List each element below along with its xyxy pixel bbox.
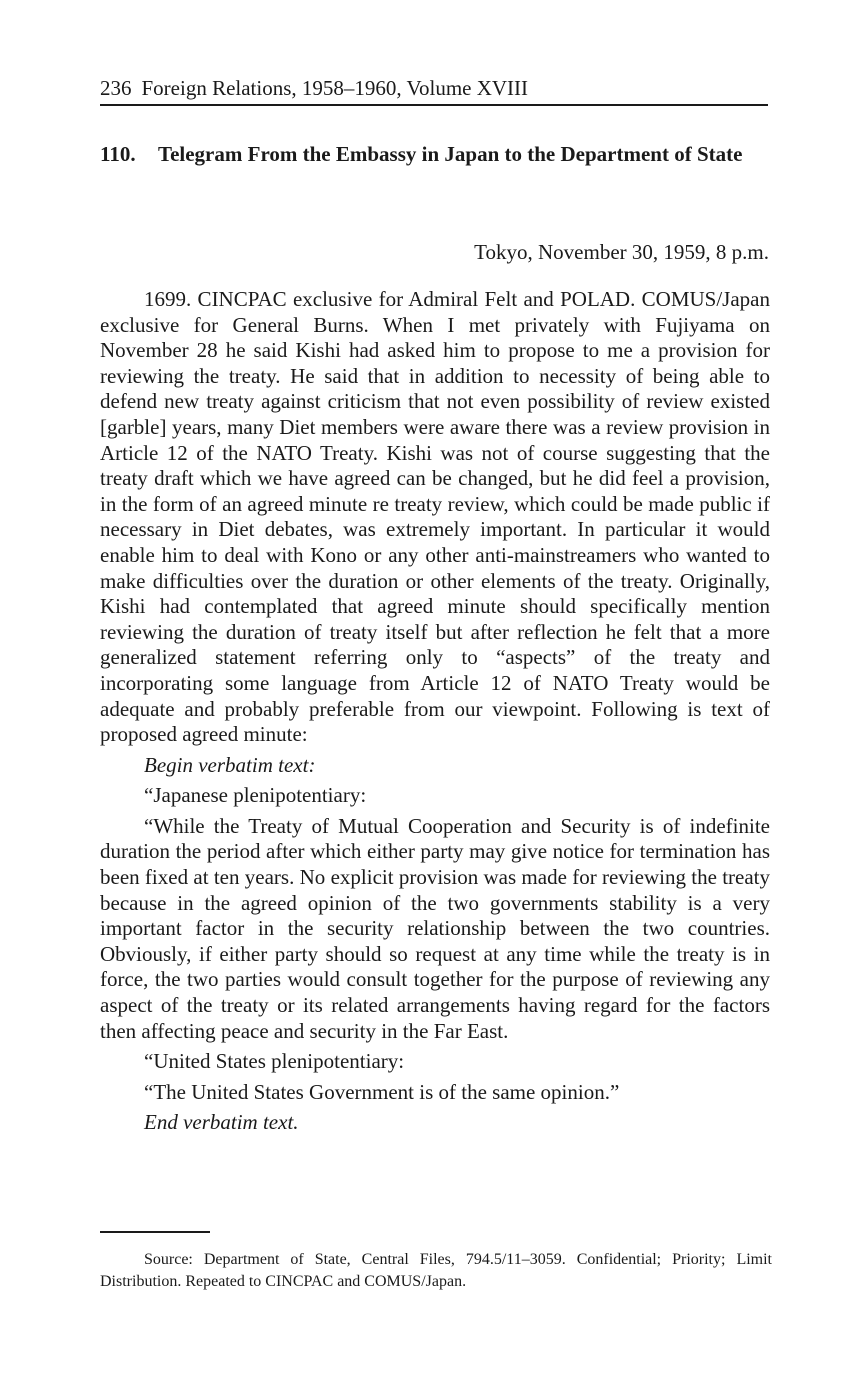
running-header [100,74,768,106]
page-number: 236 [100,76,132,100]
begin-verbatim-label: Begin verbatim text: [144,752,316,777]
footnote-divider [100,1231,210,1233]
us-plenipotentiary-label: “United States plenipotentiary: [144,1049,405,1074]
dateline: Tokyo, November 30, 1959, 8 p.m. [474,240,769,264]
document-heading [100,141,768,167]
running-title: Foreign Relations, 1958–1960, Volume XVIII [141,76,529,100]
end-verbatim-label: End verbatim text. [144,1110,299,1135]
document-title: Telegram From the Embassy in Japan to the Department of State [158,142,743,166]
document-number: 110. [100,142,136,166]
japanese-plenipotentiary-label: “Japanese plenipotentiary: [144,783,367,808]
telegram-body [100,287,770,1136]
us-response-text: “The United States Government is of the same opinion.” [144,1079,620,1104]
source-footnote [100,1249,772,1293]
agreed-minute-text: “While the Treaty of Mutual Cooperation and Security is of indefinite duration the period after which either party may give notice for termination has been fixed at ten years. No explicit provision was made for reviewing the treaty because in the agreed opinion of the two governments stability is a very important factor in the security relationship between the two countries. Obviously, if either party should so request at any time while the treaty is in force, the two parties would consult together for the purpose of reviewing any aspect of the treaty or its related arrangements having regard for the factors then affecting peace and security in the Far East. [100,813,770,1043]
body-paragraph: 1699. CINCPAC exclusive for Admiral Felt and POLAD. COMUS/Japan exclusive for General Burns. When I met privately with Fujiyama on November 28 he said Kishi had asked him to propose to me a provision for reviewing the treaty. He said that in addition to necessity of being able to defend new treaty against criticism that not even possibility of review existed [garble] years, many Diet members were aware there was a review provision in Article 12 of the NATO Treaty. Kishi was not of course suggesting that the treaty draft which we have agreed can be changed, but he did feel a provision, in the form of an agreed minute re treaty review, which could be made public if necessary in Diet debates, was extremely important. In particular it would enable him to deal with Kono or any other anti-mainstreamers who wanted to make difficulties over the duration or other elements of the treaty. Originally, Kishi had contemplated that agreed minute should specifically mention reviewing the duration of treaty itself but after reflection he felt that a more generalized statement referring only to “aspects” of the treaty and incorporating some language from Article 12 of NATO Treaty would be adequate and probably preferable from our viewpoint. Following is text of proposed agreed minute: [100,287,770,747]
footnote-text: Source: Department of State, Central Files, 794.5/11–3059. Confidential; Priority; Limit Distribution. Repeated to CINCPAC and COMUS/Japan. [100,1251,772,1290]
